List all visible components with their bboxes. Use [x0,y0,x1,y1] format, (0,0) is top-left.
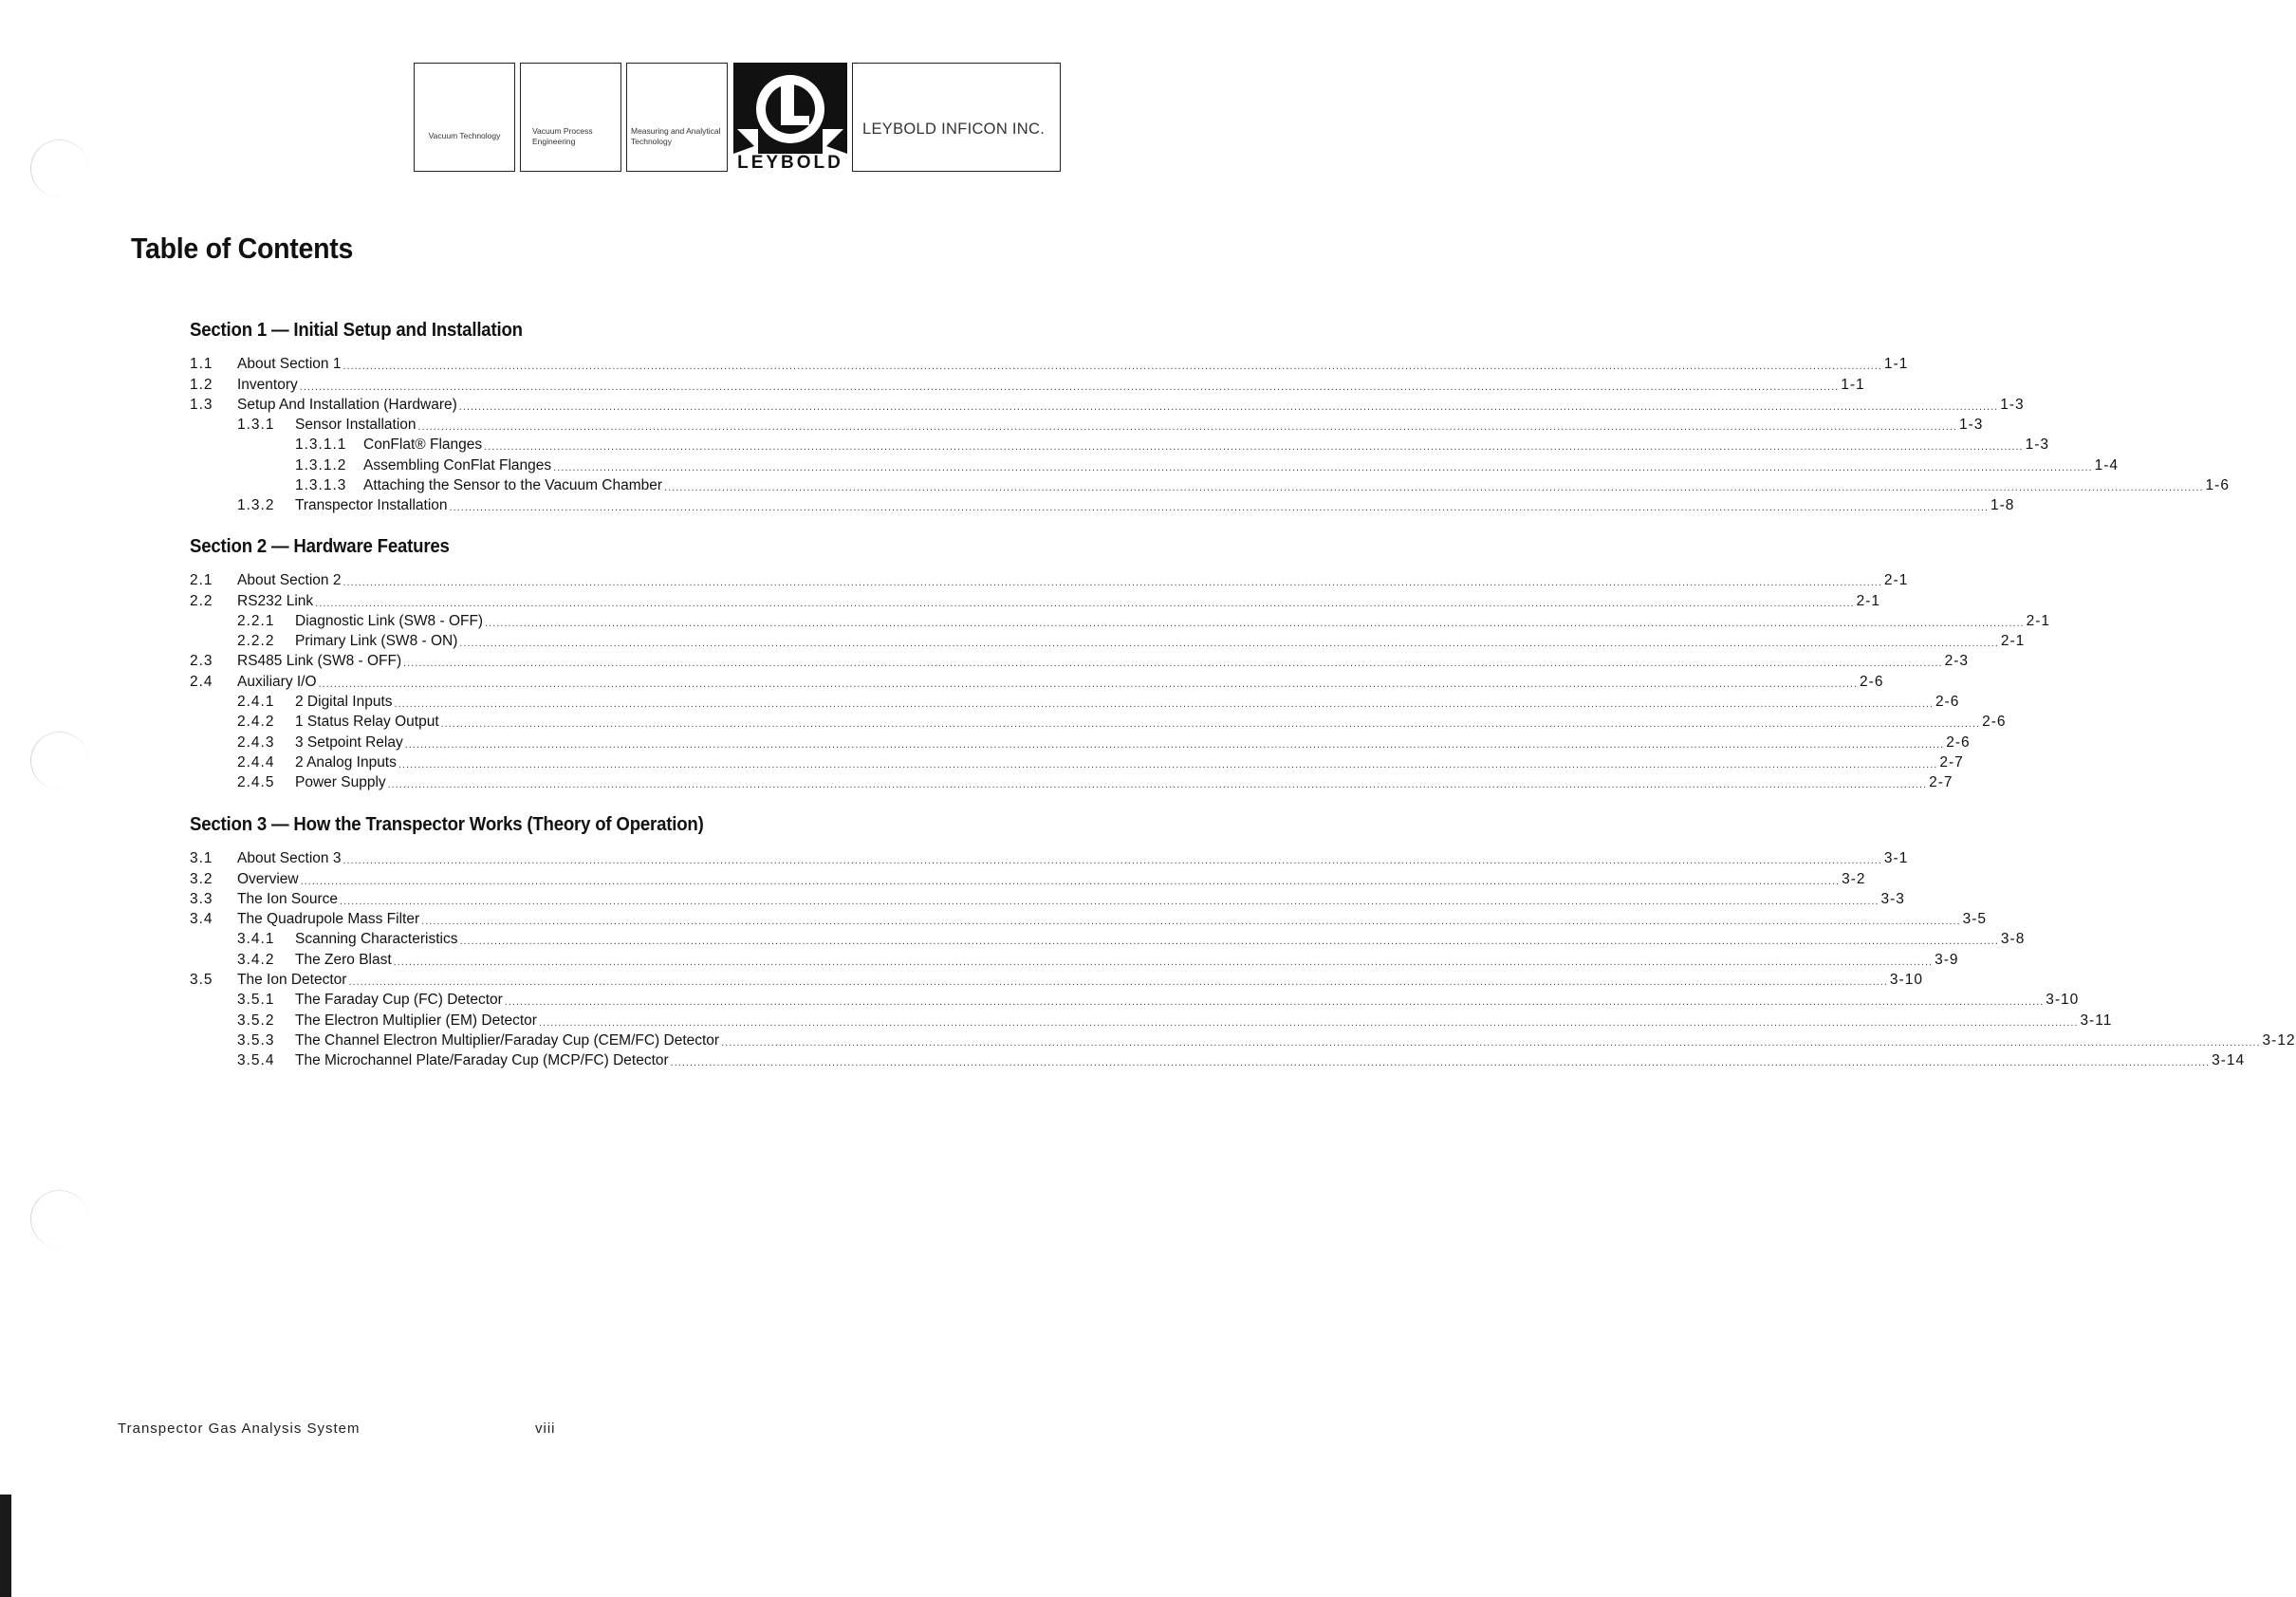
logo-wordmark: LEYBOLD [737,153,843,173]
entry-title: Scanning Characteristics [295,931,458,948]
entry-page: 2-1 [2000,633,2026,650]
entry-title: 2 Digital Inputs [295,694,393,711]
dot-leader: ................................................................................................................................................................................................................................................................................................................................................................................................................ [459,638,1999,650]
toc-section-1 [190,320,2230,514]
entry-title: Assembling ConFlat Flanges [363,456,552,474]
dot-leader: ................................................................................................................................................................................................................................................................................................................................................................................................................ [339,895,1879,907]
dot-leader: ................................................................................................................................................................................................................................................................................................................................................................................................................ [315,597,1855,609]
entry-number: 1.1 [190,356,213,373]
dot-leader: ................................................................................................................................................................................................................................................................................................................................................................................................................ [421,916,1961,928]
entry-title: The Zero Blast [295,951,392,968]
toc-entry [190,670,1884,690]
entry-title: Setup And Installation (Hardware) [237,396,457,413]
dot-leader: ................................................................................................................................................................................................................................................................................................................................................................................................................ [348,976,1888,989]
toc-entry [190,610,2050,630]
entry-title: The Quadrupole Mass Filter [237,911,420,928]
punch-hole-mark [30,1190,88,1248]
entry-number: 1.2 [190,376,213,393]
entry-page: 2-6 [1982,714,2007,731]
entry-title: RS485 Link (SW8 - OFF) [237,653,402,670]
entry-number: 1.3.1.3 [295,477,347,494]
entry-page: 3-10 [2046,992,2080,1009]
entry-page: 1-8 [1990,497,2015,514]
entry-title: ConFlat® Flanges [363,436,483,454]
entry-page: 1-1 [1883,356,1909,373]
entry-page: 3-10 [1889,972,1923,989]
punch-hole-mark [30,139,88,197]
toc-entry [190,691,1960,711]
entry-number: 3.5.1 [237,992,275,1009]
entry-page: 2-3 [1944,653,1969,670]
dot-leader: ................................................................................................................................................................................................................................................................................................................................................................................................................ [664,482,2204,494]
dot-leader: ................................................................................................................................................................................................................................................................................................................................................................................................................ [343,361,1882,373]
dot-leader: ................................................................................................................................................................................................................................................................................................................................................................................................................ [404,738,1945,751]
entry-title: About Section 2 [237,572,342,589]
entry-number: 3.5 [190,972,213,989]
entry-page: 1-3 [2000,396,2025,413]
toc-entry [190,569,1909,589]
footer-product-name: Transpector Gas Analysis System [118,1421,361,1437]
toc-entry [190,650,1969,670]
toc-section-2 [190,536,2050,791]
entry-title: The Electron Multiplier (EM) Detector [295,1012,537,1029]
page-title: Table of Contents [131,232,354,265]
dot-leader: ................................................................................................................................................................................................................................................................................................................................................................................................................ [299,381,1840,393]
entry-number: 2.4.1 [237,694,275,711]
dot-leader: ................................................................................................................................................................................................................................................................................................................................................................................................................ [394,698,1934,711]
entry-page: 3-8 [2000,931,2026,948]
dot-leader: ................................................................................................................................................................................................................................................................................................................................................................................................................ [458,400,1999,413]
entry-title: Inventory [237,376,298,393]
toc-entry [190,1030,2296,1049]
entry-number: 3.4.1 [237,931,275,948]
entry-number: 2.4 [190,673,213,690]
dot-leader: ................................................................................................................................................................................................................................................................................................................................................................................................................ [538,1016,2079,1029]
toc-entry [190,434,2050,454]
section-heading: Section 2 — Hardware Features [190,536,450,557]
toc-entry [190,928,2026,948]
entry-number: 2.4.5 [237,774,275,791]
entry-title: RS232 Link [237,592,314,609]
dot-leader: ................................................................................................................................................................................................................................................................................................................................................................................................................ [417,421,1957,434]
toc-entry-list [190,353,2230,514]
entry-number: 2.2 [190,592,213,609]
entry-page: 3-2 [1842,870,1866,887]
toc-section-3 [190,814,2296,1069]
toc-entry [190,711,2007,731]
entry-title: 2 Analog Inputs [295,753,397,771]
dot-leader: ................................................................................................................................................................................................................................................................................................................................................................................................................ [504,996,2045,1009]
entry-number: 3.5.2 [237,1012,275,1029]
entry-title: 1 Status Relay Output [295,714,439,731]
toc-entry [190,771,1953,791]
entry-number: 1.3.1.2 [295,456,347,474]
header-box-label: Vacuum Process Engineering [532,125,593,146]
dot-leader: ................................................................................................................................................................................................................................................................................................................................................................................................................ [343,577,1882,589]
dot-leader: ................................................................................................................................................................................................................................................................................................................................................................................................................ [459,936,1999,948]
entry-title: Primary Link (SW8 - ON) [295,633,458,650]
toc-entry [190,454,2120,474]
entry-number: 3.5.3 [237,1031,275,1049]
entry-title: Diagnostic Link (SW8 - OFF) [295,612,484,629]
entry-title: Auxiliary I/O [237,673,317,690]
entry-number: 2.4.2 [237,714,275,731]
entry-title: Sensor Installation [295,417,417,434]
toc-entry-list [190,847,2296,1069]
dot-leader: ................................................................................................................................................................................................................................................................................................................................................................................................................ [300,875,1841,887]
entry-title: About Section 1 [237,356,342,373]
entry-title: The Channel Electron Multiplier/Faraday Cup (CEM/FC) Detector [295,1031,720,1049]
entry-number: 1.3 [190,396,213,413]
dot-leader: ................................................................................................................................................................................................................................................................................................................................................................................................................ [721,1036,2261,1049]
toc-entry [190,589,1881,609]
entry-page: 2-6 [1946,734,1971,751]
toc-entry [190,353,1909,373]
section-heading: Section 1 — Initial Setup and Installation [190,320,523,341]
entry-page: 3-1 [1883,850,1909,867]
dot-leader: ................................................................................................................................................................................................................................................................................................................................................................................................................ [553,461,2093,474]
entry-number: 2.2.2 [237,633,275,650]
entry-page: 1-3 [1959,417,1984,434]
dot-leader: ................................................................................................................................................................................................................................................................................................................................................................................................................ [403,658,1943,670]
entry-title: The Microchannel Plate/Faraday Cup (MCP/FC) Detector [295,1052,669,1069]
header-box-label: Vacuum Technology [428,131,501,140]
entry-title: 3 Setpoint Relay [295,734,403,751]
company-name-box [852,63,1061,172]
entry-title: Attaching the Sensor to the Vacuum Chamber [363,477,663,494]
toc-entry [190,948,1959,968]
section-heading: Section 3 — How the Transpector Works (Theory of Operation) [190,814,704,835]
toc-entry [190,1049,2246,1069]
entry-page: 1-6 [2205,477,2230,494]
toc-entry [190,752,1964,771]
entry-page: 1-4 [2094,456,2120,474]
dot-leader: ................................................................................................................................................................................................................................................................................................................................................................................................................ [318,678,1859,690]
entry-title: About Section 3 [237,850,342,867]
entry-page: 2-1 [1883,572,1909,589]
toc-entry-list [190,569,2050,791]
dot-leader: ................................................................................................................................................................................................................................................................................................................................................................................................................ [387,779,1928,791]
toc-entry [190,908,1987,928]
entry-title: The Ion Detector [237,972,347,989]
entry-title: The Ion Source [237,890,338,907]
entry-number: 2.4.4 [237,753,275,771]
toc-entry [190,414,1984,434]
toc-entry [190,969,1923,989]
toc-entry [190,373,1865,393]
entry-number: 1.3.1.1 [295,436,347,454]
company-name: LEYBOLD INFICON INC. [862,121,1046,138]
footer-page-number: viii [535,1421,556,1437]
toc-entry [190,394,2025,414]
toc-entry [190,474,2230,494]
entry-page: 2-7 [1929,774,1953,791]
entry-number: 3.2 [190,870,213,887]
entry-page: 1-1 [1841,376,1865,393]
toc-entry [190,867,1866,887]
toc-entry [190,1009,2113,1029]
toc-entry [190,888,1905,908]
entry-title: The Faraday Cup (FC) Detector [295,992,503,1009]
entry-page: 3-11 [2080,1012,2113,1029]
header-box-label: Measuring and Analytical Technology [631,125,721,146]
entry-title: Power Supply [295,774,386,791]
entry-page: 3-9 [1935,951,1959,968]
entry-page: 1-3 [2025,436,2050,454]
header-box-measuring [626,63,728,172]
dot-leader: ................................................................................................................................................................................................................................................................................................................................................................................................................ [484,441,2024,454]
dot-leader: ................................................................................................................................................................................................................................................................................................................................................................................................................ [393,956,1934,968]
entry-title: Transpector Installation [295,497,448,514]
entry-number: 3.3 [190,890,213,907]
dot-leader: ................................................................................................................................................................................................................................................................................................................................................................................................................ [343,855,1882,867]
entry-page: 3-12 [2262,1031,2296,1049]
entry-page: 3-14 [2212,1052,2246,1069]
toc-entry [190,494,2015,514]
entry-number: 2.4.3 [237,734,275,751]
entry-number: 3.1 [190,850,213,867]
dot-leader: ................................................................................................................................................................................................................................................................................................................................................................................................................ [670,1057,2211,1069]
scan-edge-shadow [0,1495,11,1597]
entry-number: 2.3 [190,653,213,670]
toc-entry [190,630,2026,650]
entry-number: 1.3.2 [237,497,275,514]
toc-entry [190,731,1971,751]
toc-entry [190,847,1909,867]
header-box-process-engineering [520,63,621,172]
entry-page: 3-5 [1962,911,1987,928]
header-box-vacuum-technology [414,63,515,172]
entry-page: 3-3 [1880,890,1905,907]
entry-page: 2-1 [1856,592,1881,609]
entry-number: 3.4 [190,911,213,928]
dot-leader: ................................................................................................................................................................................................................................................................................................................................................................................................................ [398,758,1938,771]
entry-title: Overview [237,870,299,887]
entry-number: 3.4.2 [237,951,275,968]
dot-leader: ................................................................................................................................................................................................................................................................................................................................................................................................................ [449,502,1990,514]
entry-page: 2-1 [2026,612,2050,629]
toc-entry [190,989,2080,1009]
entry-number: 2.2.1 [237,612,275,629]
entry-number: 3.5.4 [237,1052,275,1069]
dot-leader: ................................................................................................................................................................................................................................................................................................................................................................................................................ [485,617,2025,629]
entry-number: 1.3.1 [237,417,275,434]
entry-number: 2.1 [190,572,213,589]
entry-page: 2-7 [1939,753,1964,771]
entry-page: 2-6 [1935,694,1960,711]
entry-page: 2-6 [1860,673,1884,690]
dot-leader: ................................................................................................................................................................................................................................................................................................................................................................................................................ [440,718,1981,731]
punch-hole-mark [30,732,88,789]
